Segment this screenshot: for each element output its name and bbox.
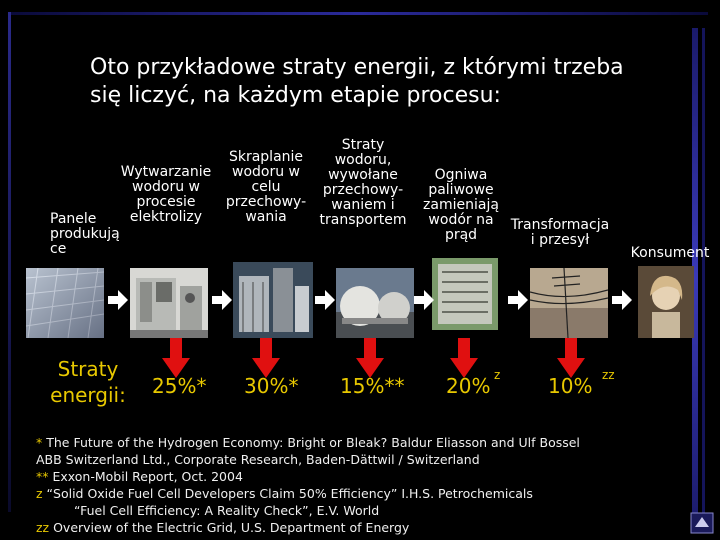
slide-title-line-1: Oto przykładowe straty energii, z którymi trzeba [90, 55, 624, 80]
loss-value-transmission: 10% [548, 374, 593, 398]
fuel-cell-photo [432, 258, 498, 330]
liquefaction-plant-photo [233, 262, 313, 338]
flow-arrow-icon [508, 289, 528, 311]
flow-arrow-icon [212, 289, 232, 311]
flow-arrow-icon [414, 289, 434, 311]
stage-label-liquefaction: Skraplanie wodoru w celu przechowy- wania [225, 149, 307, 225]
reference-line: “Fuel Cell Efficiency: A Reality Check”, E.V. World [74, 503, 380, 518]
reference-line: ** Exxon-Mobil Report, Oct. 2004 [36, 469, 243, 484]
loss-value-fuel-cells: 20% [446, 374, 491, 398]
loss-arrow-icon [252, 338, 280, 378]
flow-arrow-icon [612, 289, 632, 311]
storage-tanks-photo [336, 268, 414, 338]
loss-footnote-mark: zz [602, 368, 615, 382]
loss-arrow-icon [356, 338, 384, 378]
power-lines-photo [530, 268, 608, 338]
reference-line: ABB Switzerland Ltd., Corporate Research, Baden-Dättwil / Switzerland [36, 452, 480, 467]
losses-label: Straty energii: [50, 357, 126, 407]
slide-frame-top [8, 12, 708, 15]
loss-arrow-icon [162, 338, 190, 378]
stage-label-panels: Panele produkują ce [50, 211, 120, 257]
reference-line: zz Overview of the Electric Grid, U.S. Department of Energy [36, 520, 410, 535]
stage-label-storage-losses: Straty wodoru, wywołane przechowy- waniem i transportem [319, 137, 407, 228]
stage-label-transmission: Transformacja i przesył [510, 217, 610, 248]
slide-navigation-icon[interactable] [690, 512, 714, 534]
solar-panel-photo [26, 268, 104, 338]
slide-title-line-2: się liczyć, na każdym etapie procesu: [90, 83, 501, 108]
stage-label-consumer: Konsument [630, 245, 710, 261]
reference-line: * The Future of the Hydrogen Economy: Bright or Bleak? Baldur Eliasson and Ulf Bossel [36, 435, 580, 450]
consumer-photo [638, 266, 694, 338]
stage-label-fuel-cells: Ogniwa paliwowe zamieniają wodór na prąd [423, 167, 499, 243]
loss-footnote-mark: z [494, 368, 501, 382]
stage-label-electrolysis: Wytwarzanie wodoru w procesie elektrolizy [120, 164, 212, 225]
loss-value-liquefaction: 30%* [244, 374, 299, 398]
loss-value-storage: 15%** [340, 374, 405, 398]
slide-frame-left [8, 12, 11, 512]
loss-arrow-icon [557, 338, 585, 378]
loss-arrow-icon [450, 338, 478, 378]
electrolyzer-photo [130, 268, 208, 338]
flow-arrow-icon [108, 289, 128, 311]
references-block [36, 434, 676, 536]
slide-title [90, 54, 690, 110]
slide-frame-right-inner [702, 28, 705, 528]
reference-line: z “Solid Oxide Fuel Cell Developers Claim 50% Efficiency” I.H.S. Petrochemicals [36, 486, 533, 501]
loss-value-electrolysis: 25%* [152, 374, 207, 398]
flow-arrow-icon [315, 289, 335, 311]
